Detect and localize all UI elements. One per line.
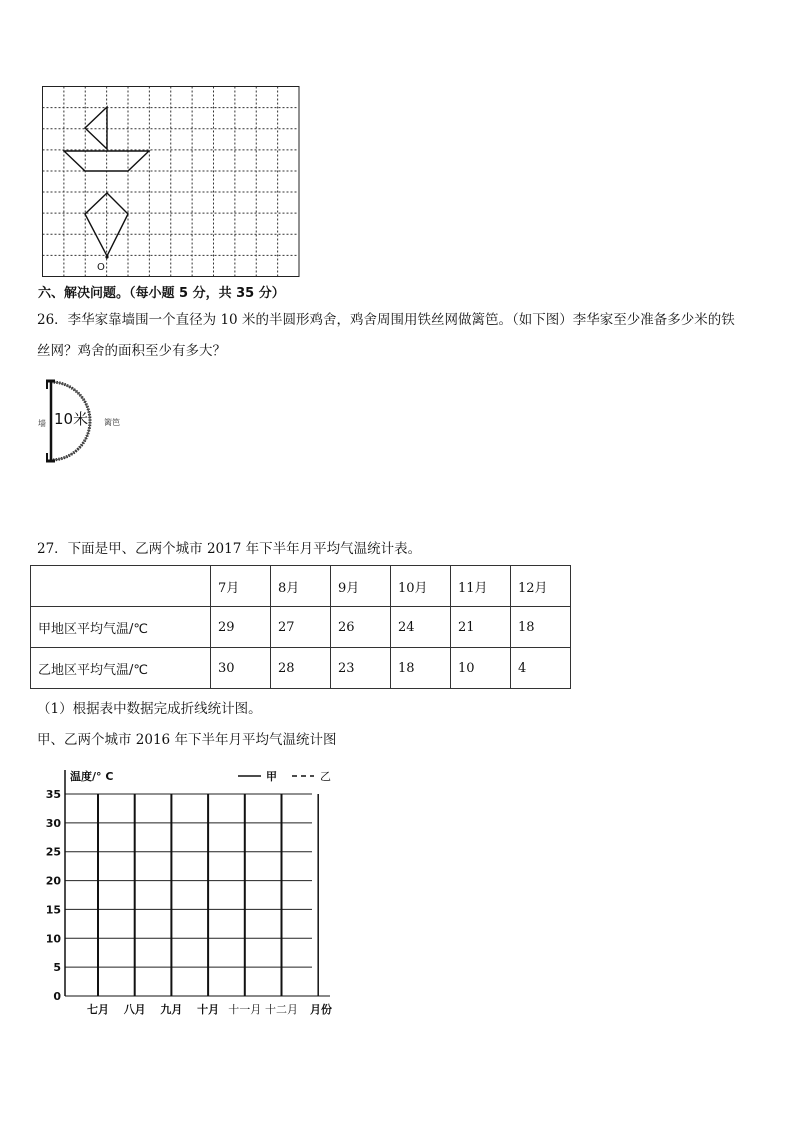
table-cell: 26 (331, 607, 391, 648)
x-tick-label: 十一月 (228, 1003, 262, 1016)
table-header-cell: 10月 (391, 566, 451, 607)
point-o-dot (105, 255, 108, 258)
row-label: 乙地区平均气温/℃ (31, 648, 211, 689)
q27-intro: 27．下面是甲、乙两个城市 2017 年下半年月平均气温统计表。 (37, 541, 422, 557)
table-cell: 18 (511, 607, 571, 648)
section-six-title: 六、解决问题。（每小题 5 分，共 35 分） (38, 286, 285, 301)
legend-item-yi: 乙 (320, 770, 331, 783)
y-axis-label: 温度/° C (70, 770, 114, 783)
table-cell: 29 (211, 607, 271, 648)
table-cell: 18 (391, 648, 451, 689)
chart-caption: 甲、乙两个城市 2016 年下半年月平均气温统计图 (37, 732, 337, 748)
row-label: 甲地区平均气温/℃ (31, 607, 211, 648)
table-cell: 27 (271, 607, 331, 648)
semicircle-coop-diagram (35, 376, 135, 466)
table-cell: 10 (451, 648, 511, 689)
wall-label: 墙 (38, 419, 46, 428)
chart-grid (65, 794, 318, 996)
table-cell: 21 (451, 607, 511, 648)
table-cell: 24 (391, 607, 451, 648)
x-tick-label: 十二月 (265, 1003, 298, 1016)
y-tick-label: 10 (45, 932, 61, 946)
table-cell: 28 (271, 648, 331, 689)
y-tick-label: 35 (45, 788, 61, 801)
q26-line1: 26．李华家靠墙围一个直径为 10 米的半圆形鸡舍，鸡舍周围用铁丝网做篱笆。（如下图）李华家至少准备多少米的铁 (37, 312, 735, 328)
x-tick-label: 七月 (87, 1003, 109, 1016)
table-header-cell: 7月 (211, 566, 271, 607)
fence-label: 篱笆 (104, 418, 120, 427)
table-row (31, 648, 571, 689)
q27-sub1: （1）根据表中数据完成折线统计图。 (37, 701, 262, 717)
temperature-table (30, 565, 571, 689)
x-tick-label: 八月 (123, 1003, 146, 1016)
sail-triangle (85, 107, 107, 149)
y-tick-label: 30 (45, 816, 61, 830)
temperature-line-chart (30, 760, 360, 1025)
x-axis-label: 月份 (310, 1003, 332, 1016)
y-tick-label: 0 (53, 990, 61, 1003)
table-header-cell (31, 566, 211, 607)
chart-y-ticks (46, 788, 62, 1003)
table-row (31, 607, 571, 648)
grid-lines (43, 87, 300, 277)
table-header-row (31, 566, 571, 607)
x-tick-label: 九月 (160, 1003, 183, 1016)
table-header-cell: 12月 (511, 566, 571, 607)
q26-line2: 丝网？鸡舍的面积至少有多大？ (37, 343, 226, 359)
table-header-cell: 8月 (271, 566, 331, 607)
table-cell: 23 (331, 648, 391, 689)
x-tick-label: 十月 (197, 1003, 220, 1016)
legend-item-jia: 甲 (266, 770, 277, 783)
grid-figure (40, 84, 305, 284)
diameter-label: 10米 (54, 410, 89, 428)
y-tick-label: 15 (45, 903, 61, 917)
y-tick-label: 5 (53, 961, 61, 975)
table-header-cell: 9月 (331, 566, 391, 607)
table-cell: 30 (211, 648, 271, 689)
table-cell: 4 (511, 648, 571, 689)
y-tick-label: 25 (45, 845, 61, 859)
point-o-label: O (97, 262, 105, 273)
table-header-cell: 11月 (451, 566, 511, 607)
chart-x-ticks (87, 1002, 298, 1016)
y-tick-label: 20 (45, 874, 61, 888)
